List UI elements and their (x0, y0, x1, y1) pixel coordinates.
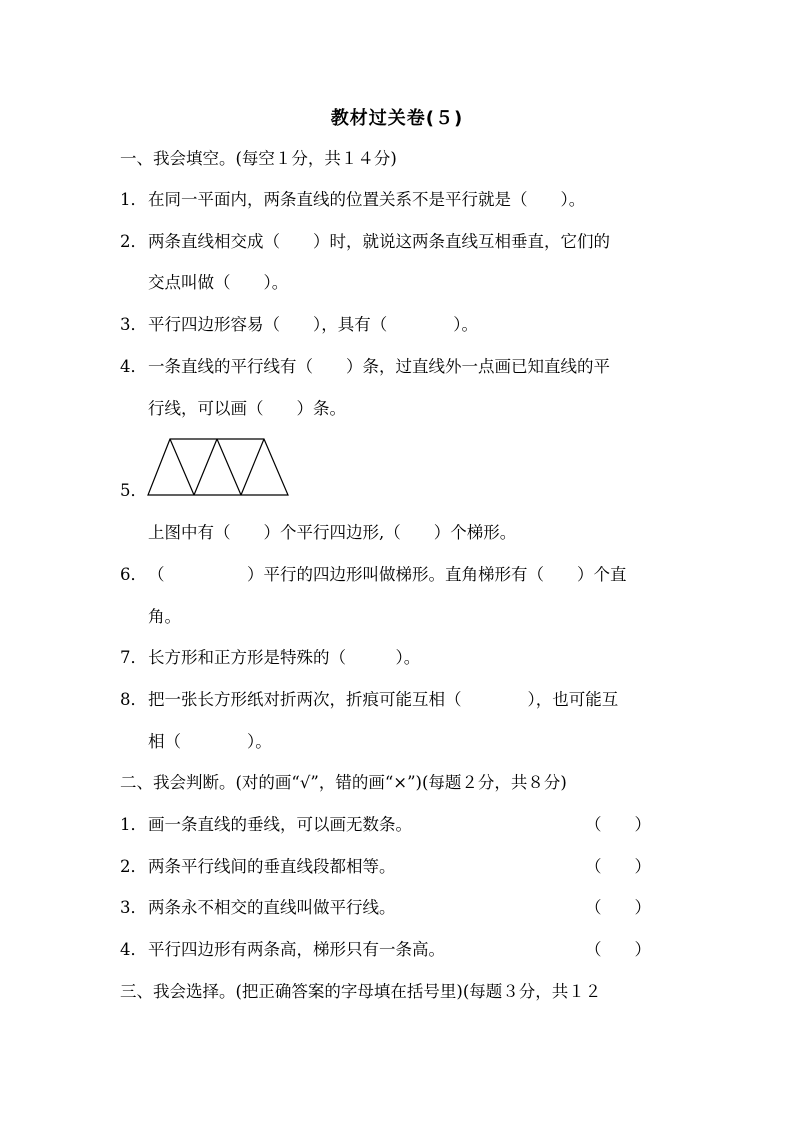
judge4-text: 平行四边形有两条高，梯形只有一条高。 (148, 940, 445, 959)
q4-continuation: 行线，可以画（ ）条。 (148, 399, 346, 418)
q4-text: 一条直线的平行线有（ ）条，过直线外一点画已知直线的平 (148, 357, 610, 376)
judge3-number: 3． (120, 898, 147, 917)
judge1-answer-blank[interactable]: （ ） (585, 815, 651, 834)
judge3-answer-blank[interactable]: （ ） (585, 898, 651, 917)
judge3-text: 两条永不相交的直线叫做平行线。 (148, 898, 396, 917)
q5-text: 上图中有（ ）个平行四边形,（ ）个梯形。 (148, 523, 517, 542)
divider-line-1 (170, 439, 194, 495)
judge4-answer-blank[interactable]: （ ） (585, 940, 651, 959)
judge1-number: 1． (120, 815, 147, 834)
judge1-text: 画一条直线的垂线，可以画无数条。 (148, 815, 412, 834)
q2-continuation: 交点叫做（ ）。 (148, 273, 289, 292)
q8-text: 把一张长方形纸对折两次，折痕可能互相（ ），也可能互 (148, 690, 619, 709)
q6-number: 6． (120, 565, 147, 584)
judge2-number: 2． (120, 857, 147, 876)
section1-heading: 一、我会填空。(每空１分，共１４分) (120, 149, 397, 168)
page-title: 教材过关卷(５) (330, 108, 464, 129)
q8-number: 8． (120, 690, 147, 709)
trapezoid-figure (146, 436, 292, 498)
divider-line-4 (241, 439, 264, 495)
divider-line-3 (217, 439, 241, 495)
section2-heading: 二、我会判断。(对的画“√”，错的画“×”)(每题２分，共８分) (120, 773, 567, 792)
q6-text: （ ）平行的四边形叫做梯形。直角梯形有（ ）个直 (148, 565, 627, 584)
q7-number: 7． (120, 648, 147, 667)
q2-number: 2． (120, 232, 147, 251)
q2-text: 两条直线相交成（ ）时，就说这两条直线互相垂直，它们的 (148, 232, 610, 251)
q6-continuation: 角。 (148, 607, 181, 626)
judge2-text: 两条平行线间的垂直线段都相等。 (148, 857, 396, 876)
q1-number: 1． (120, 190, 147, 209)
judge4-number: 4． (120, 940, 147, 959)
trapezoid-outline (148, 439, 288, 495)
q1-text: 在同一平面内，两条直线的位置关系不是平行就是（ ）。 (148, 190, 586, 209)
q3-text: 平行四边形容易（ ），具有（ ）。 (148, 315, 478, 334)
q4-number: 4． (120, 357, 147, 376)
divider-line-2 (194, 439, 217, 495)
judge2-answer-blank[interactable]: （ ） (585, 857, 651, 876)
section3-heading: 三、我会选择。(把正确答案的字母填在括号里)(每题３分，共１２ (120, 982, 602, 1001)
q8-continuation: 相（ ）。 (148, 732, 272, 751)
q7-text: 长方形和正方形是特殊的（ ）。 (148, 648, 421, 667)
q3-number: 3． (120, 315, 147, 334)
q5-number: 5． (120, 481, 147, 500)
